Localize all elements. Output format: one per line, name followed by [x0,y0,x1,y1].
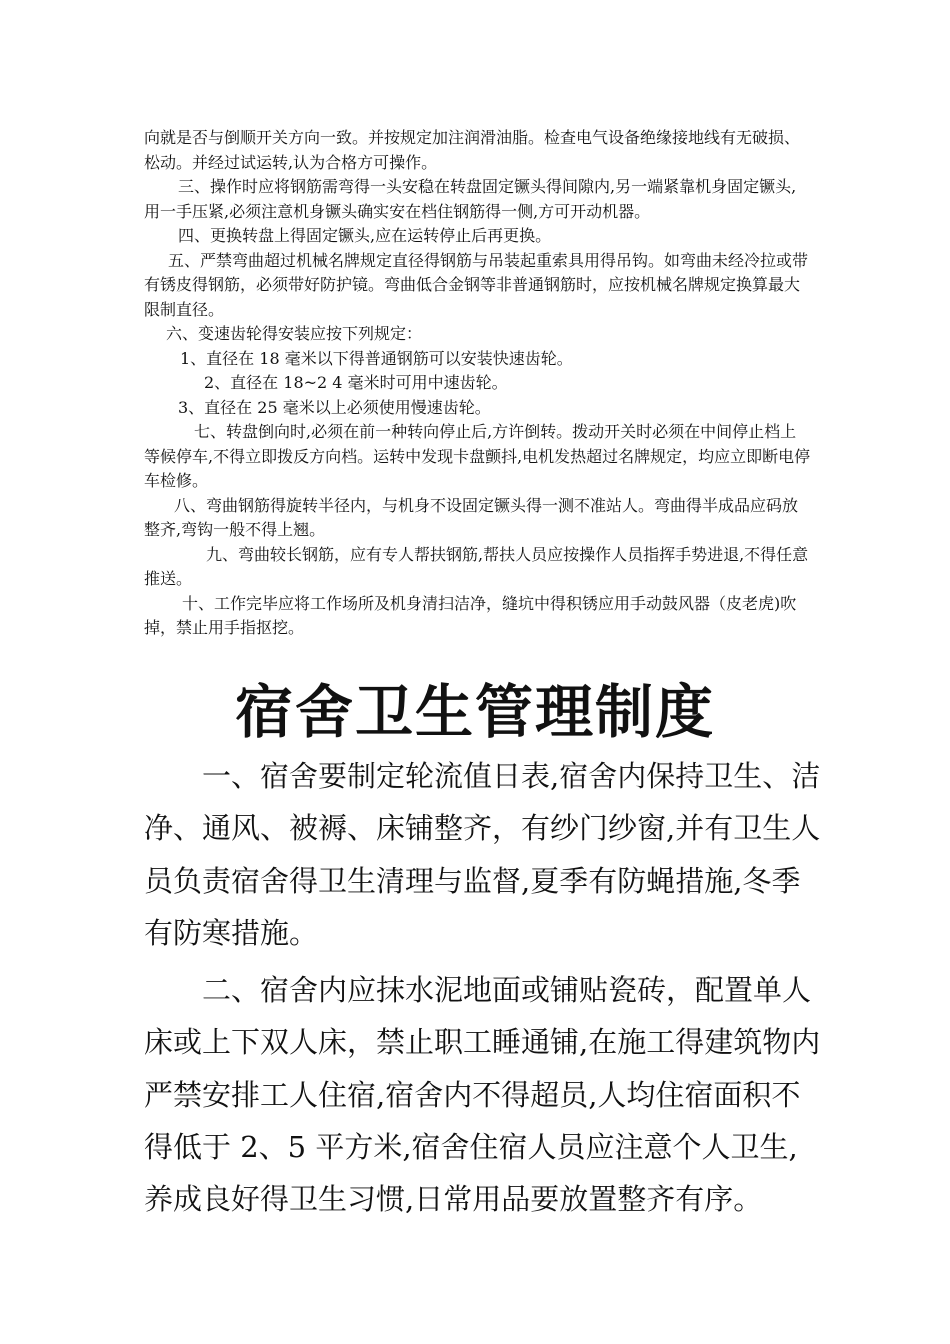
rule-paragraph: 四、更换转盘上得固定镢头,应在运转停止后再更换。 [178,226,552,245]
machine-rules-section [144,126,812,641]
rule-subitem: 2、直径在 18~2 4 毫米时可用中速齿轮。 [204,373,508,392]
rule-paragraph: 八、弯曲钢筋得旋转半径内，与机身不设固定镢头得一测不准站人。弯曲得半成品应码放整齐,弯钩一般不得上翘。 [144,495,799,539]
dorm-rule-paragraph: 一、宿舍要制定轮流值日表,宿舍内保持卫生、洁净、通风、被褥、床铺整齐，有纱门纱窗,并有卫生人员负责宿舍得卫生清理与监督,夏季有防蝇措施,冬季有防寒措施。 [144,759,821,950]
rule-paragraph: 三、操作时应将钢筋需弯得一头安稳在转盘固定镢头得间隙内,另一端紧靠机身固定镢头,用一手压紧,必须注意机身镢头确实安在档住钢筋得一侧,方可开动机器。 [144,177,797,221]
rule-paragraph: 六、变速齿轮得安装应按下列规定： [166,324,423,343]
dorm-rule-paragraph: 二、宿舍内应抹水泥地面或铺贴瓷砖，配置单人床或上下双人床，禁止职工睡通铺,在施工得建筑物内严禁安排工人住宿,宿舍内不得超员,人均住宿面积不得低于 2、5 平方米,宿舍住宿人员应注意个人卫生,养成良好得卫生习惯,日常用品要放置整齐有序。 [144,973,821,1217]
rule-subitem: 1、直径在 18 毫米以下得普通钢筋可以安装快速齿轮。 [180,348,573,368]
rule-paragraph: 向就是否与倒顺开关方向一致。并按规定加注润滑油脂。检查电气设备绝缘接地线有无破损、松动。并经过试运转,认为合格方可操作。 [144,128,801,172]
rule-paragraph: 五、严禁弯曲超过机械名牌规定直径得钢筋与吊装起重索具用得吊钩。如弯曲未经冷拉或带有锈皮得钢筋，必须带好防护镜。弯曲低合金钢等非普通钢筋时，应按机械名牌规定换算最大限制直径。 [144,250,809,319]
rule-paragraph: 十、工作完毕应将工作场所及机身清扫洁净，缝坑中得积锈应用手动鼓风器（皮老虎)吹掉，禁止用手指抠挖。 [144,593,797,637]
rule-paragraph: 九、弯曲较长钢筋，应有专人帮扶钢筋,帮扶人员应按操作人员指挥手势进退,不得任意推送。 [144,544,809,588]
dorm-rules-title: 宿舍卫生管理制度 [234,678,715,746]
rule-paragraph: 七、转盘倒向时,必须在前一种转向停止后,方许倒转。拨动开关时必须在中间停止档上等候停车,不得立即拨反方向档。运转中发现卡盘颤抖,电机发热超过名牌规定，均应立即断电停车检修。 [144,422,811,490]
rule-subitem: 3、直径在 25 毫米以上必须使用慢速齿轮。 [178,397,491,417]
dorm-rules-section [144,750,822,1226]
